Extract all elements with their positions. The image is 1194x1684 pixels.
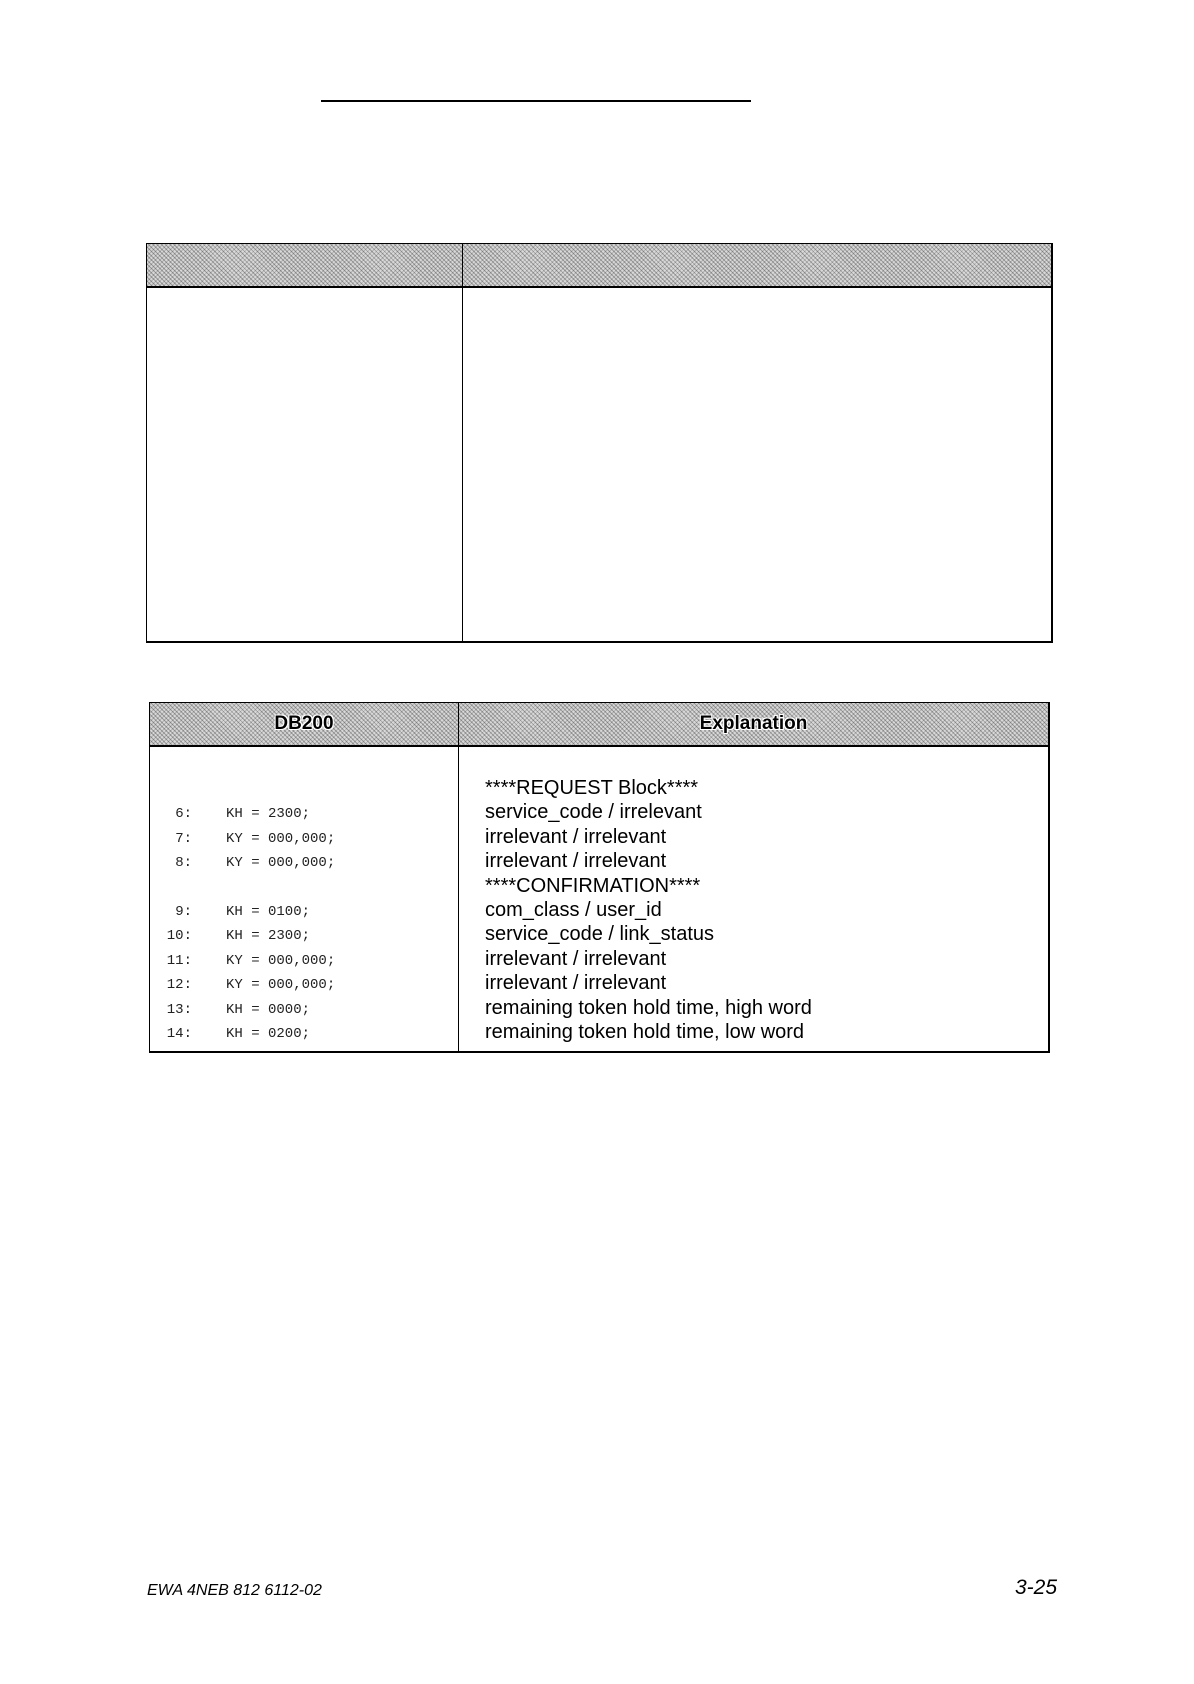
line-number: 14: xyxy=(166,1025,192,1042)
explanation-row: remaining token hold time, low word xyxy=(485,1020,805,1043)
header-explanation: Explanation xyxy=(699,713,808,734)
code-row xyxy=(150,802,458,826)
explanation-row: irrelevant / irrelevant xyxy=(485,972,667,995)
code-statement: KH = 2300; xyxy=(226,806,311,823)
code-row xyxy=(150,900,458,924)
line-number: 6: xyxy=(175,806,192,823)
code-row xyxy=(150,949,458,973)
code-row xyxy=(150,851,458,875)
line-number: 13: xyxy=(166,1001,192,1018)
explanation-row: irrelevant / irrelevant xyxy=(485,850,667,873)
table-empty-divider xyxy=(462,244,463,641)
explanation-row: irrelevant / irrelevant xyxy=(485,825,667,848)
code-row xyxy=(150,998,458,1022)
explanation-row: remaining token hold time, high word xyxy=(485,996,812,1019)
explanation-row: irrelevant / irrelevant xyxy=(485,947,667,970)
code-row xyxy=(150,778,458,802)
code-row xyxy=(150,973,458,997)
line-number: 8: xyxy=(175,855,192,872)
code-statement: KH = 0000; xyxy=(226,1001,311,1018)
code-statement: KY = 000,000; xyxy=(226,952,336,969)
footer-doc-id: EWA 4NEB 812 6112-02 xyxy=(147,1582,322,1599)
line-number: 12: xyxy=(166,977,192,994)
table-db200 xyxy=(149,702,1050,1053)
code-row xyxy=(150,924,458,948)
line-number: 11: xyxy=(166,952,192,969)
explanation-row: ****REQUEST Block**** xyxy=(485,777,699,799)
explanation-row: ****CONFIRMATION**** xyxy=(485,874,701,897)
table-empty xyxy=(146,243,1053,643)
table-db200-divider xyxy=(458,703,459,1051)
footer-page-number: 3-25 xyxy=(1014,1576,1057,1599)
code-statement: KH = 2300; xyxy=(226,928,311,945)
top-rule xyxy=(321,100,751,102)
code-statement: KY = 000,000; xyxy=(226,977,336,994)
explanation-column xyxy=(485,776,1038,1044)
code-row xyxy=(150,827,458,851)
explanation-row: service_code / irrelevant xyxy=(485,801,702,824)
line-number: 7: xyxy=(175,830,192,847)
code-statement: KY = 000,000; xyxy=(226,855,336,872)
line-number: 10: xyxy=(166,928,192,945)
code-statement: KH = 0100; xyxy=(226,903,311,920)
table-empty-header xyxy=(147,244,1051,288)
code-statement: KY = 000,000; xyxy=(226,830,336,847)
code-column xyxy=(150,778,458,1046)
code-statement: KH = 0200; xyxy=(226,1025,311,1042)
table-db200-header xyxy=(150,703,1048,747)
code-row xyxy=(150,876,458,900)
header-db200: DB200 xyxy=(274,713,334,734)
explanation-row: service_code / link_status xyxy=(485,923,715,946)
line-number: 9: xyxy=(175,903,192,920)
explanation-row: com_class / user_id xyxy=(485,898,662,921)
code-row xyxy=(150,1022,458,1046)
